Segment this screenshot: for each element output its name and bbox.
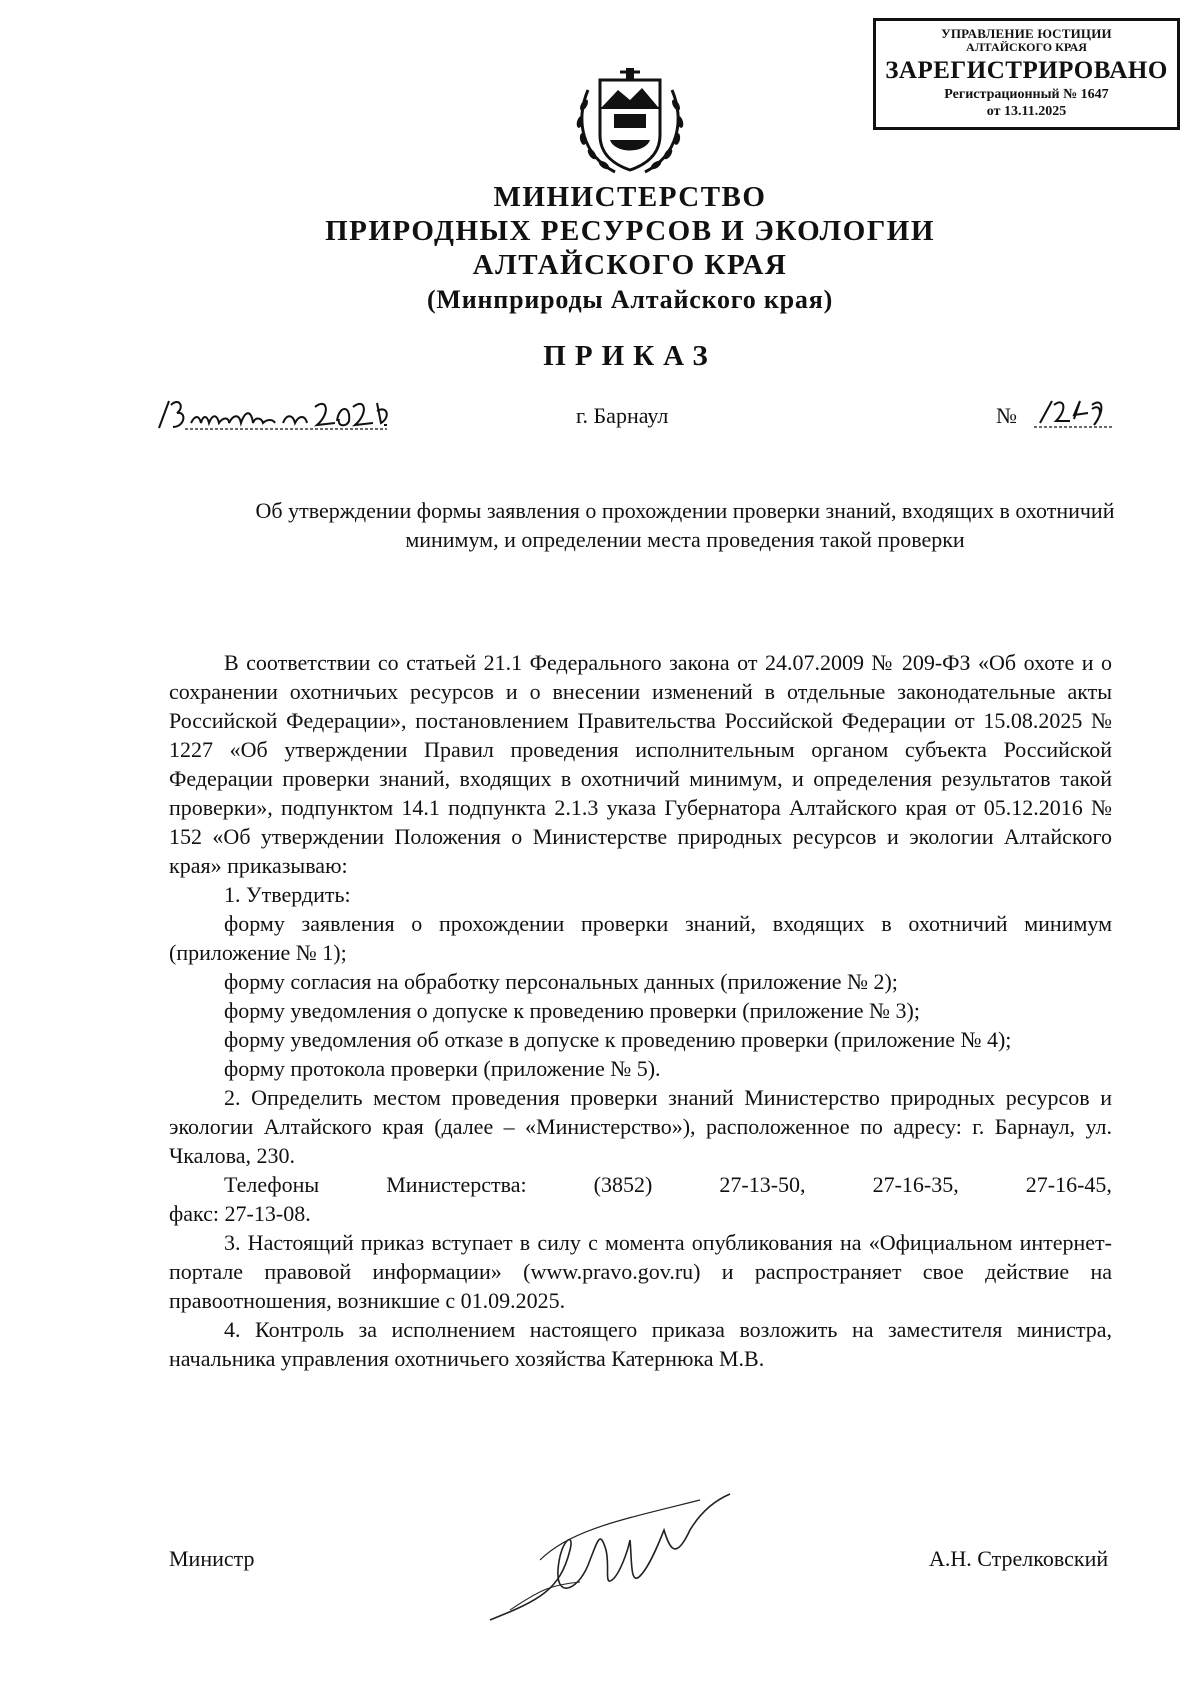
stamp-registered: ЗАРЕГИСТРИРОВАНО (885, 57, 1168, 84)
form-item-2: форму согласия на обработку персональных данных (приложение № 2); (224, 969, 898, 994)
item-3: 3. Настоящий приказ вступает в силу с момента опубликования на «Официальном интернет-портале правовой информации» (www.pravo.gov.ru) и распространяет свое действие на правоотношения, возникшие с 01.09.2025. (169, 1230, 1112, 1313)
registration-stamp (873, 18, 1180, 130)
form-item-5: форму протокола проверки (приложение № 5). (224, 1056, 661, 1081)
ministry-title-line3: АЛТАЙСКОГО КРАЯ (472, 249, 788, 281)
signatory-role: Министр (169, 1546, 255, 1571)
preamble: В соответствии со статьей 21.1 Федерального закона от 24.07.2009 № 209-ФЗ «Об охоте и о сохранении охотничьих ресурсов и о внесении изменений в отдельные законодательные акты Российской Федерации», постановлением Правительства Российской Федерации от 15.08.2025 № 1227 «Об утверждении Правил проведения исполнительным органом субъекта Российской Федерации проверки знаний, входящих в охотничий минимум, и определения результатов такой проверки», подпунктом 14.1 подпункта 2.1.3 указа Губернатора Алтайского края от 05.12.2016 № 152 «Об утверждении Положения о Министерстве природных ресурсов и экологии Алтайского края» приказываю: (169, 650, 1112, 878)
ministry-short-name: (Минприроды Алтайского края) (426, 285, 834, 314)
order-number-label: № (996, 403, 1017, 428)
stamp-reg-date: от 13.11.2025 (986, 104, 1067, 119)
item-2: 2. Определить местом проведения проверки знаний Министерство природных ресурсов и экологии Алтайского края (далее – «Министерство»), расположенное по адресу: г. Барнаул, ул. Чкалова, 230. (169, 1085, 1112, 1168)
city: г. Барнаул (576, 403, 669, 428)
phones-code: (3852) (593, 1172, 653, 1197)
phone-1: 27-13-50, (719, 1172, 806, 1197)
stamp-reg-number: Регистрационный № 1647 (944, 87, 1109, 102)
phones-label: Телефоны (224, 1172, 320, 1197)
form-item-1: форму заявления о прохождении проверки знаний, входящих в охотничий минимум (приложение № 1); (169, 911, 1112, 965)
ministry-title-line1: МИНИСТЕРСТВО (493, 181, 767, 213)
stamp-line1: УПРАВЛЕНИЕ ЮСТИЦИИ (941, 26, 1112, 41)
item-1: 1. Утвердить: (224, 882, 351, 907)
phone-2: 27-16-35, (872, 1172, 959, 1197)
document-type: ПРИКАЗ (543, 340, 717, 372)
order-body (169, 648, 1112, 1373)
form-item-4: форму уведомления об отказе в допуске к проведению проверки (приложение № 4); (224, 1027, 1012, 1052)
handwritten-signature (480, 1490, 740, 1630)
stamp-line2: АЛТАЙСКОГО КРАЯ (966, 40, 1087, 54)
phones-line (169, 1170, 1112, 1199)
handwritten-order-number (1030, 395, 1130, 431)
handwritten-date (155, 393, 395, 433)
form-item-3: форму уведомления о допуске к проведению проверки (приложение № 3); (224, 998, 920, 1023)
signatory-name: А.Н. Стрелковский (929, 1546, 1109, 1571)
coat-of-arms-icon (570, 50, 690, 185)
phone-3: 27-16-45, (1025, 1172, 1112, 1197)
order-subject: Об утверждении формы заявления о прохождении проверки знаний, входящих в охотничий минимум, и определении места проведения такой проверки (255, 498, 1115, 552)
ministry-title-line2: ПРИРОДНЫХ РЕСУРСОВ И ЭКОЛОГИИ (325, 215, 935, 247)
item-4: 4. Контроль за исполнением настоящего приказа возложить на заместителя министра, начальника управления охотничьего хозяйства Катернюка М.В. (169, 1317, 1112, 1371)
phones-org: Министерства: (386, 1172, 527, 1197)
fax: факс: 27-13-08. (169, 1201, 311, 1226)
